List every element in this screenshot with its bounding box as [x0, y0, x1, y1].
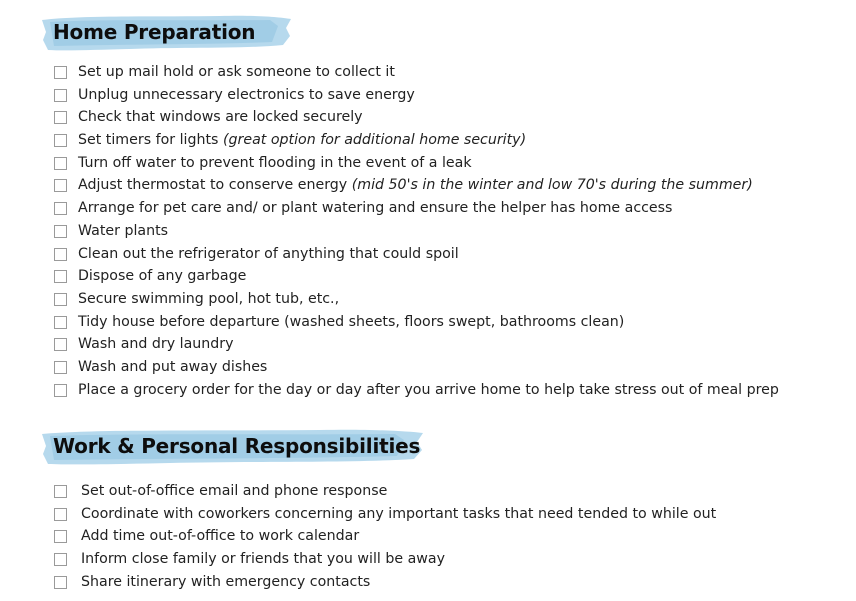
checklist-item-label: [78, 265, 246, 288]
checklist-item-label: [81, 571, 370, 594]
checkbox[interactable]: [54, 293, 67, 306]
checkbox[interactable]: [54, 553, 67, 566]
item-text: Coordinate with coworkers concerning any important tasks that need tended to while out: [81, 505, 717, 522]
item-text: Set timers for lights: [78, 132, 223, 149]
section-title: Work & Personal Responsibilities: [53, 434, 421, 458]
checkbox[interactable]: [54, 338, 67, 351]
checklist-item-label: [78, 311, 624, 334]
item-text: Place a grocery order for the day or day after you arrive home to help take stress out of meal prep: [78, 381, 779, 398]
checklist-item-label: [78, 333, 234, 356]
checkbox[interactable]: [54, 134, 67, 147]
checkbox[interactable]: [54, 530, 67, 543]
checkbox[interactable]: [54, 225, 67, 238]
checklist-item-label: [78, 288, 339, 311]
checkbox[interactable]: [54, 89, 67, 102]
section-title: Home Preparation: [53, 20, 256, 44]
checkbox[interactable]: [54, 316, 67, 329]
item-text: Wash and dry laundry: [78, 336, 234, 353]
checklist-item-label: [78, 243, 459, 266]
checklist-item-label: [78, 356, 267, 379]
item-text: Set out-of-office email and phone response: [81, 483, 388, 499]
item-text: Water plants: [78, 222, 169, 239]
checklist-item-label: [78, 129, 526, 152]
item-text: Share itinerary with emergency contacts: [81, 573, 371, 590]
heading-banner: [40, 428, 424, 468]
checklist-item-label: [78, 197, 672, 220]
item-text: Tidy house before departure (washed sheets, floors swept, bathrooms clean): [78, 313, 625, 330]
checkbox[interactable]: [54, 361, 67, 374]
item-text: Adjust thermostat to conserve energy: [78, 177, 352, 194]
checkbox[interactable]: [54, 270, 67, 283]
item-text: Wash and put away dishes: [78, 358, 268, 375]
item-text: Turn off water to prevent flooding in the event of a leak: [78, 154, 472, 171]
checklist-item-label: [78, 174, 753, 197]
checkbox[interactable]: [54, 202, 67, 215]
checkbox[interactable]: [54, 508, 67, 521]
item-text: Unplug unnecessary electronics to save energy: [78, 86, 415, 103]
item-text: Inform close family or friends that you will be away: [81, 551, 446, 568]
item-note: (great option for additional home security): [222, 132, 527, 149]
item-text: Clean out the refrigerator of anything that could spoil: [78, 245, 459, 262]
checklist-item-label: [78, 84, 415, 107]
checklist-item-label: [81, 503, 716, 526]
checkbox[interactable]: [54, 576, 67, 589]
checkbox[interactable]: [54, 179, 67, 192]
item-text: Set up mail hold or ask someone to collect it: [78, 64, 395, 80]
checkbox[interactable]: [54, 384, 67, 397]
checklist-item-label: [78, 220, 168, 243]
checklist-item-label: [78, 379, 779, 402]
checkbox[interactable]: [54, 248, 67, 261]
checklist-item-label: [81, 525, 359, 548]
item-text: Add time out-of-office to work calendar: [81, 528, 360, 545]
checklist-item-label: [78, 152, 472, 175]
checkbox[interactable]: [54, 157, 67, 170]
item-text: Secure swimming pool, hot tub, etc.,: [78, 290, 340, 307]
item-text: Arrange for pet care and/ or plant watering and ensure the helper has home access: [78, 200, 673, 217]
checklist-item-label: [78, 106, 363, 129]
checkbox[interactable]: [54, 111, 67, 124]
checklist-item-label: [81, 480, 387, 503]
item-text: Dispose of any garbage: [78, 268, 247, 285]
item-text: Check that windows are locked securely: [78, 109, 363, 126]
checkbox[interactable]: [54, 66, 67, 79]
checklist-item-label: [78, 61, 395, 84]
checklist-item-label: [81, 548, 445, 571]
heading-banner: [40, 14, 292, 54]
checkbox[interactable]: [54, 485, 67, 498]
item-note: (mid 50's in the winter and low 70's during the summer): [351, 177, 753, 194]
